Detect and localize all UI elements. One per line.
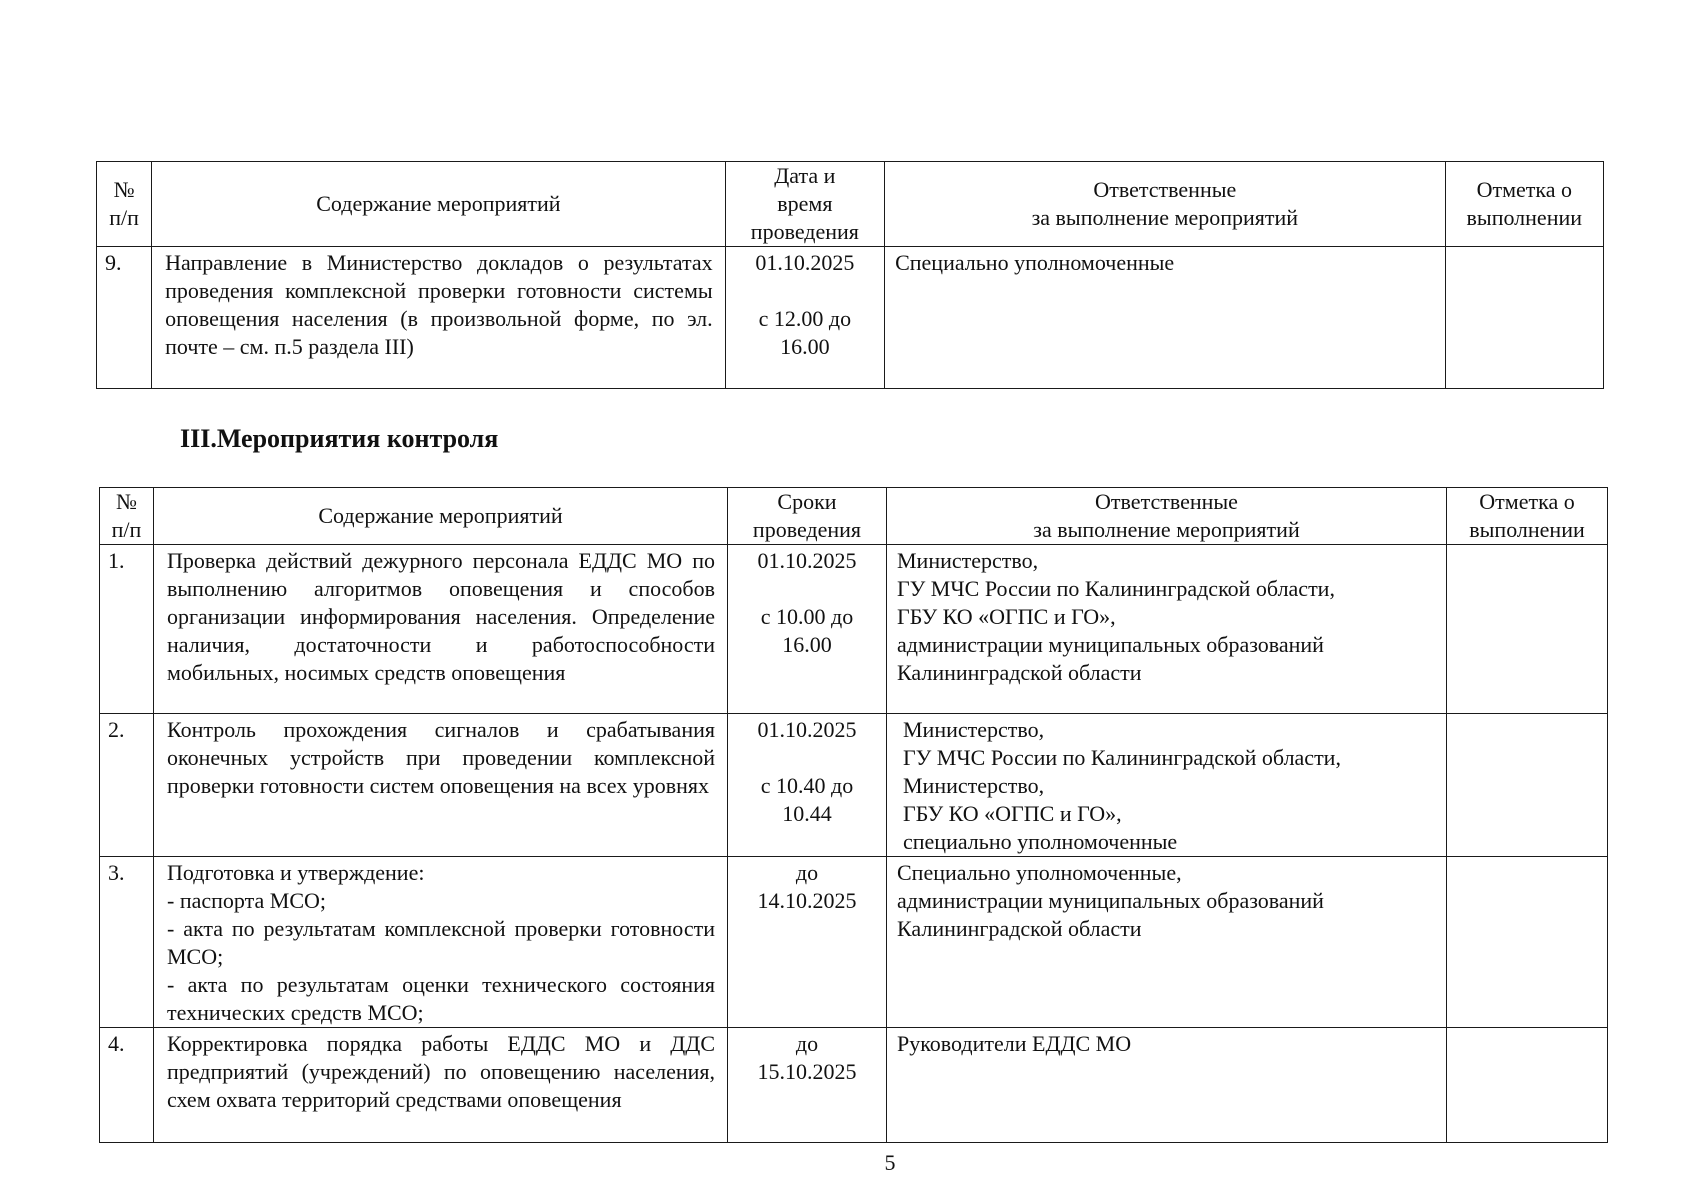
table-row [100, 714, 1608, 857]
header-content: Содержание мероприятий [152, 162, 726, 247]
row-completion-mark [1447, 1028, 1608, 1143]
header-responsible: Ответственные за выполнение мероприятий [885, 162, 1445, 247]
row-content: Направление в Министерство докладов о результатах проведения комплексной проверки готовности системы оповещения населения (в произвольной форме, по эл. почте – см. п.5 раздела III) [152, 247, 726, 389]
table-row [100, 1028, 1608, 1143]
header-num: № п/п [100, 488, 154, 545]
row-content: Корректировка порядка работы ЕДДС МО и ДДС предприятий (учреждений) по оповещению населения, схем охвата территорий средствами оповещения [154, 1028, 728, 1143]
row-date: 01.10.2025 с 10.40 до 10.44 [728, 714, 887, 857]
row-number: 3. [100, 857, 154, 1028]
row-responsible: Специально уполномоченные, администрации муниципальных образований Калининградской области [887, 857, 1447, 1028]
events-table-continued [96, 161, 1604, 389]
header-deadline: Сроки проведения [728, 488, 887, 545]
header-num: № п/п [97, 162, 152, 247]
row-number: 1. [100, 545, 154, 714]
row-completion-mark [1447, 857, 1608, 1028]
table-header-row [100, 488, 1608, 545]
row-date: до 14.10.2025 [728, 857, 887, 1028]
table-row [100, 857, 1608, 1028]
header-content: Содержание мероприятий [154, 488, 728, 545]
row-content: Проверка действий дежурного персонала ЕДДС МО по выполнению алгоритмов оповещения и способов организации информирования населения. Определение наличия, достаточности и работоспособности мобильных, носимых средств оповещения [154, 545, 728, 714]
row-completion-mark [1447, 714, 1608, 857]
table-row [100, 545, 1608, 714]
row-completion-mark [1445, 247, 1603, 389]
header-mark: Отметка о выполнении [1447, 488, 1608, 545]
row-responsible: Министерство, ГУ МЧС России по Калининградской области, Министерство, ГБУ КО «ОГПС и ГО», специально уполномоченные [887, 714, 1447, 857]
row-responsible: Руководители ЕДДС МО [887, 1028, 1447, 1143]
row-responsible: Специально уполномоченные [885, 247, 1445, 389]
row-number: 2. [100, 714, 154, 857]
table-header-row [97, 162, 1604, 247]
row-content: Подготовка и утверждение: - паспорта МСО; - акта по результатам комплексной проверки готовности МСО; - акта по результатам оценки технического состояния технических средств МСО; [154, 857, 728, 1028]
row-content: Контроль прохождения сигналов и срабатывания оконечных устройств при проведении комплексной проверки готовности систем оповещения на всех уровнях [154, 714, 728, 857]
row-date: 01.10.2025 с 10.00 до 16.00 [728, 545, 887, 714]
header-date: Дата и время проведения [725, 162, 884, 247]
row-responsible: Министерство, ГУ МЧС России по Калининградской области, ГБУ КО «ОГПС и ГО», администрации муниципальных образований Калининградской области [887, 545, 1447, 714]
control-events-table [99, 487, 1608, 1143]
section-title: III.Мероприятия контроля [180, 424, 499, 453]
header-mark: Отметка о выполнении [1445, 162, 1603, 247]
header-responsible: Ответственные за выполнение мероприятий [887, 488, 1447, 545]
row-date: до 15.10.2025 [728, 1028, 887, 1143]
row-date: 01.10.2025 с 12.00 до 16.00 [725, 247, 884, 389]
row-number: 4. [100, 1028, 154, 1143]
table-row [97, 247, 1604, 389]
row-completion-mark [1447, 545, 1608, 714]
row-number: 9. [97, 247, 152, 389]
page-number: 5 [884, 1150, 896, 1175]
